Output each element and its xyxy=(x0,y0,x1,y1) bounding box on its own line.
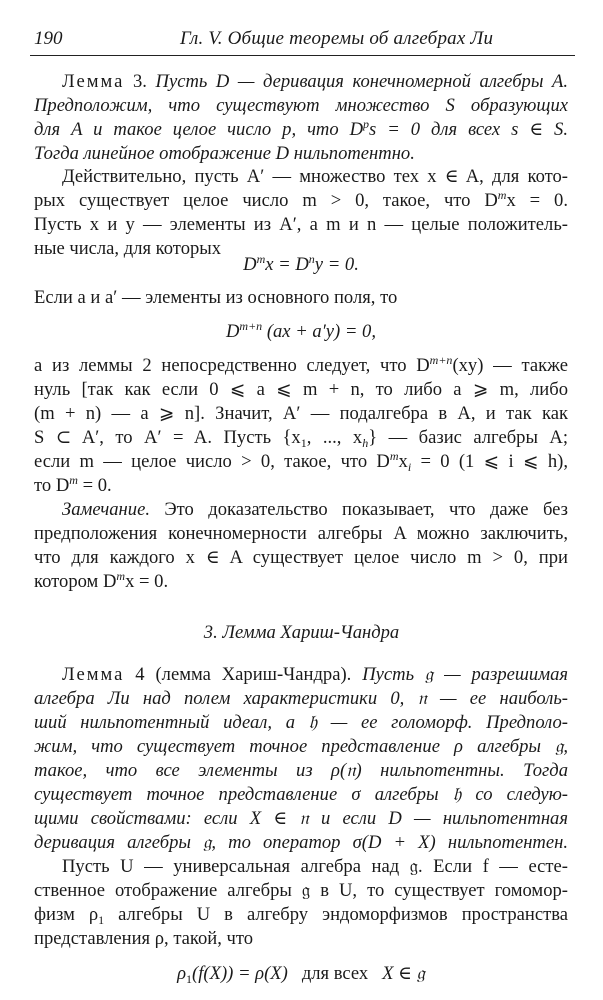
proof-line-5: Если a и a′ — элементы из основного поля, то xyxy=(34,287,398,308)
page-header xyxy=(30,28,575,54)
proof4-line-1: Пусть U — универсальная алгебра над 𝔤. Если f — есте- xyxy=(62,856,568,877)
proof-line-8: (m + n) — a ⩾ n]. Значит, A′ — подалгебра в A, и так как xyxy=(34,403,568,424)
equation-3: $\rho_1(f(X)) = \rho(X)$ для всех X ∈ 𝔤 xyxy=(177,963,425,986)
equation-2: $D^{m+n}$ (ax + a′y) = 0, xyxy=(225,319,377,342)
proof-line-7: нуль [так как если 0 ⩽ a ⩽ m + n, то либо a ⩾ m, либо xyxy=(34,379,568,400)
running-title: Гл. V. Общие теоремы об алгебрах Ли xyxy=(180,28,494,49)
proof4-line-4: представления ρ, такой, что xyxy=(34,928,254,949)
lemma3-line-1: Лемма 3. Пусть D — деривация конечномерной алгебры A. xyxy=(62,71,569,92)
lemma4-line-1: Лемма 4 (лемма Хариш-Чандра). Пусть 𝔤 — разрешимая xyxy=(62,664,569,685)
lemma3-line-3: для A и такое целое число p, что $D^ps = 0$ для всех s ∈ S. xyxy=(34,117,568,140)
proof-line-2: рых существует целое число m > 0, такое, что $D^mx = 0$. xyxy=(34,188,568,211)
proof-line-3: Пусть x и y — элементы из A′, а m и n — целые положитель- xyxy=(34,214,568,235)
remark-line-4: котором $D^mx = 0$. xyxy=(34,569,169,592)
proof-line-6: а из леммы 2 непосредственно следует, что $D^{m+n}(xy)$ — также xyxy=(34,353,568,376)
proof-line-9: S ⊂ A′, то A′ = A. Пусть {$x_1$, ..., $x_h$} — базис алгебры A; xyxy=(34,427,568,450)
header-rule xyxy=(30,55,575,56)
lemma4-line-3: ший нильпотентный идеал, а 𝔥 — ее голоморф. Предполо- xyxy=(34,712,568,733)
remark-line-3: что для каждого x ∈ A существует целое число m > 0, при xyxy=(34,547,568,568)
proof-line-1: Действительно, пусть A′ — множество тех x ∈ A, для кото- xyxy=(62,166,568,187)
proof4-line-3: физм $\rho_1$ алгебры U в алгебру эндоморфизмов пространства xyxy=(34,904,568,927)
lemma4-line-6: существует точное представление σ алгебры 𝔥 со следую- xyxy=(34,784,568,805)
lemma3-line-4: Тогда линейное отображение D нильпотентно. xyxy=(34,143,415,164)
proof-line-4: ные числа, для которых xyxy=(34,238,222,259)
lemma4-line-7: щими свойствами: если X ∈ 𝔫 и если D — нильпотентная xyxy=(34,808,568,829)
section-heading: 3. Лемма Хариш-Чандра xyxy=(203,622,400,643)
lemma4-line-8: деривация алгебры 𝔤, то оператор σ(D + X) нильпотентен. xyxy=(34,832,568,853)
equation-1: $D^mx = D^ny = 0$. xyxy=(243,252,359,275)
lemma4-line-5: такое, что все элементы из ρ(𝔫) нильпотентны. Тогда xyxy=(34,760,568,781)
proof4-line-2: ственное отображение алгебры 𝔤 в U, то существует гомомор- xyxy=(34,880,568,901)
proof-line-10: если m — целое число > 0, такое, что $D^mx_i = 0$ (1 ⩽ i ⩽ h), xyxy=(34,449,568,474)
remark-line-2: предположения конечномерности алгебры A можно заключить, xyxy=(34,523,568,544)
lemma4-line-2: алгебра Ли над полем характеристики 0, 𝔫 — ее наиболь- xyxy=(34,688,568,709)
proof-line-11: то $D^m = 0$. xyxy=(34,473,112,496)
page-number: 190 xyxy=(34,28,63,49)
lemma3-line-2: Предположим, что существуют множество S образующих xyxy=(34,95,568,116)
remark-line-1: Замечание. Это доказательство показывает, что даже без xyxy=(62,499,568,520)
lemma4-line-4: жим, что существует точное представление ρ алгебры 𝔤, xyxy=(34,736,568,757)
